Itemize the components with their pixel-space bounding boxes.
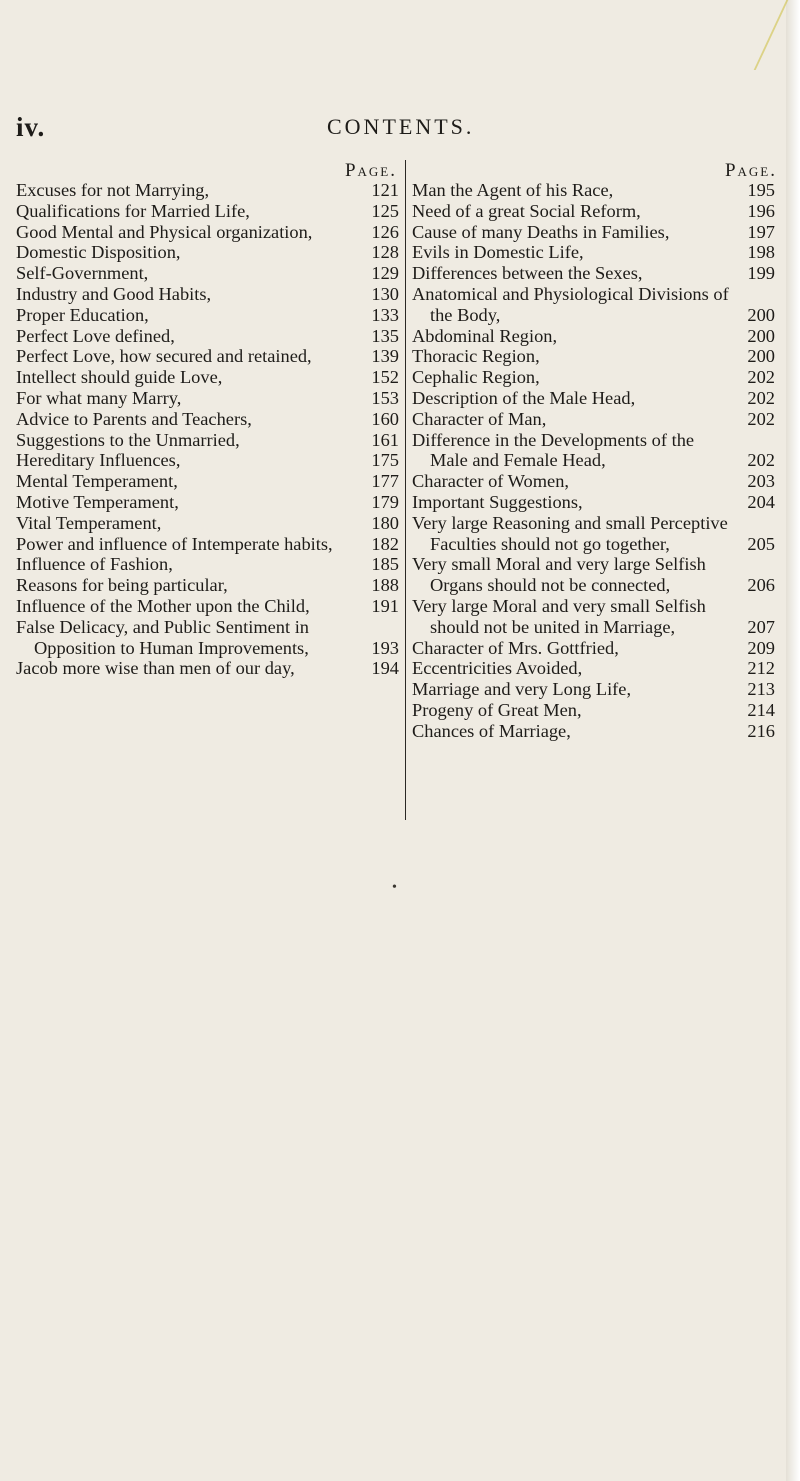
toc-entry-title: Qualifications for Married Life, (16, 200, 250, 221)
toc-entry (406, 326, 781, 347)
toc-entry-page: 204 (747, 491, 775, 512)
toc-entry-title: Progeny of Great Men, (412, 699, 582, 720)
toc-entry (406, 492, 781, 513)
page-column-label: Page. (344, 160, 397, 181)
toc-entry (16, 430, 401, 451)
toc-entry-page: 191 (371, 595, 399, 616)
toc-entry-title: Man the Agent of his Race, (412, 180, 614, 200)
toc-entry (16, 201, 401, 222)
toc-entry-page: 207 (747, 616, 775, 637)
toc-entry-title: Cephalic Region, (412, 367, 540, 388)
toc-entry-page: 128 (371, 242, 399, 263)
toc-entry-page: 182 (371, 533, 399, 554)
toc-entry (16, 346, 401, 367)
toc-entry-page: 188 (371, 575, 399, 596)
toc-entry (16, 658, 401, 679)
toc-entry (16, 492, 401, 513)
toc-entry-page: 205 (747, 533, 775, 554)
toc-entry (406, 596, 781, 638)
toc-entry-title: Good Mental and Physical organization, (16, 221, 313, 242)
toc-entry-title: Power and influence of Intemperate habits, (16, 533, 333, 554)
toc-entry-title: Eccentricities Avoided, (412, 658, 583, 679)
toc-entry-title: Need of a great Social Reform, (412, 200, 641, 221)
toc-entry (16, 617, 401, 659)
toc-entry (16, 450, 401, 471)
toc-entry-title: Intellect should guide Love, (16, 367, 223, 388)
toc-entry-page: 203 (747, 471, 775, 492)
toc-entry-title: Advice to Parents and Teachers, (16, 408, 252, 429)
toc-entry-page: 130 (371, 283, 399, 304)
page-header (16, 112, 776, 142)
toc-entry-page: 194 (371, 658, 399, 679)
toc-entry-page: 135 (371, 325, 399, 346)
toc-entry-page: 139 (371, 346, 399, 367)
toc-entry (16, 388, 401, 409)
toc-entry-page: 161 (371, 429, 399, 450)
toc-entry-title: Very small Moral and very large Selfish Organs should not be connected, (412, 554, 706, 596)
toc-entry (16, 263, 401, 284)
toc-entry-page: 214 (747, 699, 775, 720)
toc-entry (406, 513, 781, 555)
toc-entry-title: Abdominal Region, (412, 325, 558, 346)
toc-entry-page: 198 (747, 242, 775, 263)
toc-entry (406, 638, 781, 659)
toc-entry-title: Excuses for not Marrying, (16, 180, 210, 200)
toc-entry-page: 180 (371, 512, 399, 533)
toc-entry-title: Reasons for being particular, (16, 575, 228, 596)
toc-entry-title: Influence of Fashion, (16, 554, 173, 575)
toc-entry-title: Suggestions to the Unmarried, (16, 429, 240, 450)
right-entries-list (406, 180, 781, 742)
toc-entry (16, 305, 401, 326)
toc-entry-page: 133 (371, 304, 399, 325)
toc-entry-page: 206 (747, 575, 775, 596)
toc-entry-title: Perfect Love defined, (16, 325, 175, 346)
toc-entry (406, 367, 781, 388)
toc-entry-page: 175 (371, 450, 399, 471)
toc-entry (406, 201, 781, 222)
toc-entry-page: 200 (747, 304, 775, 325)
toc-entry-page: 160 (371, 408, 399, 429)
toc-entry (16, 284, 401, 305)
toc-entry-page: 177 (371, 471, 399, 492)
toc-entry-page: 202 (747, 387, 775, 408)
stray-mark: • (392, 880, 397, 895)
toc-entry-title: Proper Education, (16, 304, 149, 325)
toc-entry (406, 222, 781, 243)
toc-entry-title: Motive Temperament, (16, 491, 179, 512)
toc-entry-page: 197 (747, 221, 775, 242)
toc-entry-title: Jacob more wise than men of our day, (16, 658, 295, 679)
toc-entry (406, 263, 781, 284)
toc-entry (406, 409, 781, 430)
toc-entry (406, 554, 781, 596)
toc-entry-title: Character of Women, (412, 471, 569, 492)
page-edge (786, 0, 800, 1481)
toc-entry-title: Important Suggestions, (412, 491, 583, 512)
toc-entry-title: Description of the Male Head, (412, 387, 636, 408)
toc-entry-title: Anatomical and Physiological Divisions of the Body, (412, 283, 729, 325)
toc-entry (406, 721, 781, 742)
toc-entry-title: Self-Government, (16, 263, 149, 284)
toc-entry (16, 367, 401, 388)
toc-entry-page: 179 (371, 491, 399, 512)
toc-entry (406, 700, 781, 721)
toc-entry-title: Marriage and very Long Life, (412, 679, 632, 700)
toc-entry (16, 513, 401, 534)
toc-entry-page: 200 (747, 325, 775, 346)
toc-entry-page: 125 (371, 200, 399, 221)
toc-entry (406, 679, 781, 700)
toc-entry-page: 193 (371, 637, 399, 658)
toc-entry (406, 346, 781, 367)
toc-entry-title: Industry and Good Habits, (16, 283, 212, 304)
toc-entry-page: 196 (747, 200, 775, 221)
toc-entry-title: Character of Mrs. Gottfried, (412, 637, 619, 658)
toc-entry-title: Difference in the Developments of the Male and Female Head, (412, 429, 695, 471)
toc-entry-page: 152 (371, 367, 399, 388)
toc-entry-page: 153 (371, 387, 399, 408)
toc-entry-title: Differences between the Sexes, (412, 263, 643, 284)
page-folio: iv. (16, 112, 46, 142)
toc-entry-page: 216 (747, 720, 775, 741)
toc-entry-page: 202 (747, 367, 775, 388)
toc-entry-page: 121 (371, 180, 399, 200)
toc-entry (16, 409, 401, 430)
toc-entry (406, 284, 781, 326)
toc-entry (16, 222, 401, 243)
toc-entry-page: 212 (747, 658, 775, 679)
toc-entry (406, 658, 781, 679)
toc-entry (16, 596, 401, 617)
toc-entry-title: Mental Temperament, (16, 471, 178, 492)
toc-entry-title: Vital Temperament, (16, 512, 162, 533)
toc-entry (16, 471, 401, 492)
toc-entry-title: Domestic Disposition, (16, 242, 181, 263)
toc-entry-title: For what many Marry, (16, 387, 182, 408)
toc-entry-title: Chances of Marriage, (412, 720, 571, 741)
toc-entry (16, 575, 401, 596)
toc-entry-title: Influence of the Mother upon the Child, (16, 595, 310, 616)
toc-entry-page: 126 (371, 221, 399, 242)
toc-entry-page: 202 (747, 450, 775, 471)
toc-entry-page: 129 (371, 263, 399, 284)
running-title: CONTENTS. (327, 114, 475, 139)
toc-entry-title: Thoracic Region, (412, 346, 540, 367)
contents-left-column (16, 160, 401, 820)
toc-entry (406, 471, 781, 492)
toc-entry-page: 185 (371, 554, 399, 575)
toc-entry (16, 554, 401, 575)
toc-entry-title: Very large Reasoning and small Perceptive Faculties should not go together, (412, 512, 728, 554)
toc-entry (16, 242, 401, 263)
toc-entry-title: Character of Man, (412, 408, 547, 429)
toc-entry (406, 430, 781, 472)
toc-entry-title: Hereditary Influences, (16, 450, 181, 471)
toc-entry-title: Very large Moral and very small Selfish should not be united in Marriage, (412, 595, 706, 637)
toc-entry (406, 242, 781, 263)
toc-entry-title: Evils in Domestic Life, (412, 242, 584, 263)
toc-entry (406, 180, 781, 201)
toc-entry-page: 195 (747, 180, 775, 200)
toc-entry (16, 534, 401, 555)
toc-entry-page: 199 (747, 263, 775, 284)
toc-entry (406, 388, 781, 409)
toc-entry-title: False Delicacy, and Public Sentiment in Opposition to Human Improvements, (16, 616, 309, 658)
toc-entry-title: Cause of many Deaths in Families, (412, 221, 670, 242)
toc-entry-page: 209 (747, 637, 775, 658)
toc-entry-page: 213 (747, 679, 775, 700)
left-entries-list (16, 180, 401, 679)
toc-entry (16, 326, 401, 347)
toc-entry-page: 200 (747, 346, 775, 367)
toc-entry-title: Perfect Love, how secured and retained, (16, 346, 312, 367)
page-column-label: Page. (724, 160, 777, 181)
toc-entry-page: 202 (747, 408, 775, 429)
contents-right-column (405, 160, 781, 820)
toc-entry (16, 180, 401, 201)
